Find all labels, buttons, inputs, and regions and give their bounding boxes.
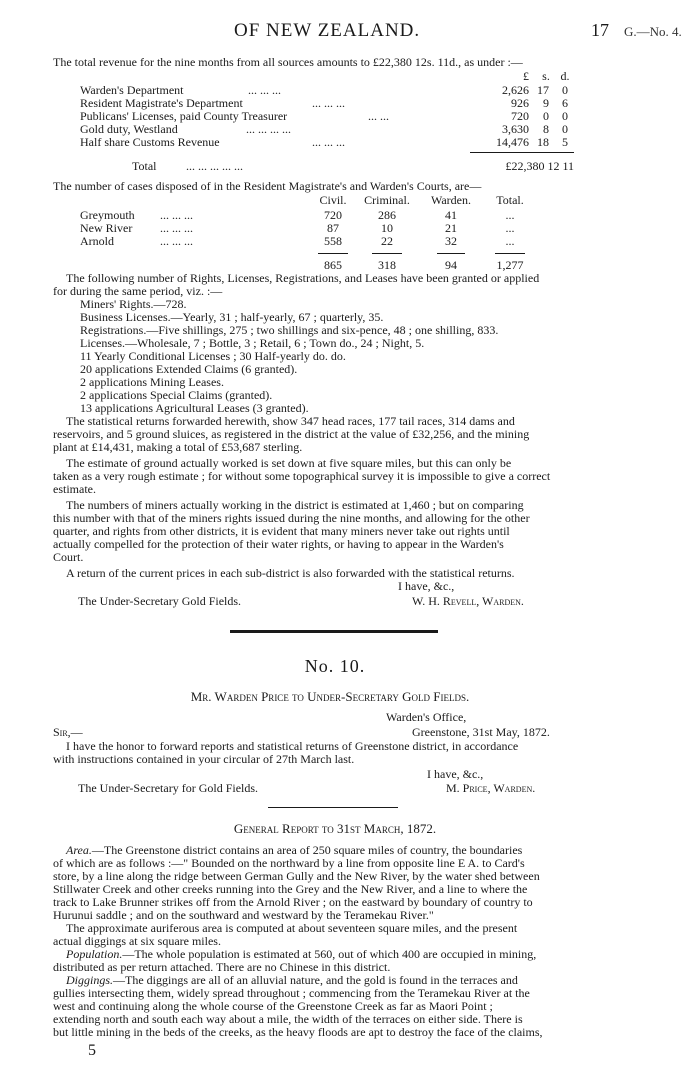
list-item: Miners' Rights.—728. bbox=[80, 297, 187, 311]
leader-dots: ... ... ... bbox=[248, 83, 281, 97]
leader-dots: ... ... ... bbox=[312, 96, 345, 110]
grand-total: 1,277 bbox=[496, 258, 524, 272]
civil-count: 558 bbox=[324, 234, 342, 248]
revenue-label: Half share Customs Revenue bbox=[80, 135, 220, 149]
salutation: Sir,— bbox=[53, 725, 83, 739]
sum-rule bbox=[470, 152, 574, 153]
revenue-label: Resident Magistrate's Department bbox=[80, 96, 243, 110]
paragraph-line: Stillwater Creek and other creeks running into the Grey and the New River, and a line to where the bbox=[53, 882, 528, 896]
page-number: 17 bbox=[591, 20, 609, 40]
paragraph-line: actual diggings at six square miles. bbox=[53, 934, 221, 948]
area-heading: Area. bbox=[66, 843, 92, 857]
paragraph-line: distributed as per return attached. There are no Chinese in this district. bbox=[53, 960, 391, 974]
population-heading: Population. bbox=[66, 947, 123, 961]
total-count: ... bbox=[505, 234, 515, 248]
diggings-text: —The diggings are all of an alluvial nature, and the gold is found in the terraces and bbox=[113, 973, 518, 987]
sum-rule bbox=[495, 253, 525, 254]
paragraph-line: taken as a very rough estimate ; for without some topographical survey it is impossible to give a correct bbox=[53, 469, 551, 483]
revenue-pounds: 3,630 bbox=[502, 122, 529, 136]
criminal-total: 318 bbox=[378, 258, 396, 272]
paragraph-line: actually compelled for the protection of their water rights, or having to appear in the Warden's bbox=[53, 537, 504, 551]
letter-title: Mr. Warden Price to Under-Secretary Gold Fields. bbox=[190, 689, 470, 704]
revenue-pence: 0 bbox=[562, 83, 568, 97]
revenue-pence: 5 bbox=[562, 135, 568, 149]
cases-header-total: Total. bbox=[496, 193, 524, 207]
court-place: New River bbox=[80, 221, 133, 235]
revenue-label: Publicans' Licenses, paid County Treasurer bbox=[80, 109, 288, 123]
paragraph-line: west and continuing along the whole course of the Greenstone Creek as far as Maori Point ; bbox=[53, 999, 493, 1013]
revenue-pounds: 2,626 bbox=[502, 83, 529, 97]
criminal-count: 22 bbox=[381, 234, 393, 248]
warden-count: 21 bbox=[445, 221, 457, 235]
leader-dots: ... ... ... bbox=[160, 208, 193, 222]
paragraph-line: gullies intersecting them, widely spread throughout ; commencing from the Teramekau River at the bbox=[53, 986, 530, 1000]
revenue-label: Warden's Department bbox=[80, 83, 184, 97]
paragraph-line: but little mining in the beds of the creeks, as the heavy floods are apt to destroy the face of the claims, bbox=[53, 1025, 543, 1039]
revenue-pence: 6 bbox=[562, 96, 568, 110]
running-title: OF NEW ZEALAND. bbox=[234, 20, 421, 41]
total-count: ... bbox=[505, 221, 515, 235]
leader-dots: ... ... ... bbox=[160, 221, 193, 235]
warden-total: 94 bbox=[445, 258, 457, 272]
cases-header-civil: Civil. bbox=[319, 193, 347, 207]
section-divider bbox=[230, 630, 438, 633]
criminal-count: 10 bbox=[381, 221, 393, 235]
paragraph-line: store, by a line along the ridge between German Gully and the New River, by the water shed between bbox=[53, 869, 540, 883]
col-header-shillings: s. bbox=[542, 69, 550, 83]
cases-header-warden: Warden. bbox=[430, 193, 471, 207]
total-count: ... bbox=[505, 208, 515, 222]
leader-dots: ... ... bbox=[368, 109, 389, 123]
paragraph-line: reservoirs, and 5 ground sluices, as registered in the district at the value of £32,256, and the mining bbox=[53, 427, 530, 441]
court-place: Arnold bbox=[80, 234, 114, 248]
paragraph-line: The statistical returns forwarded herewith, show 347 head races, 177 tail races, 314 dams and bbox=[66, 414, 515, 428]
paragraph-line: Court. bbox=[53, 550, 84, 564]
revenue-shillings: 17 bbox=[537, 83, 549, 97]
paragraph-line: A return of the current prices in each sub-district is also forwarded with the statistical returns. bbox=[66, 566, 515, 580]
list-item: 2 applications Mining Leases. bbox=[80, 375, 224, 389]
paragraph-line: this number with that of the miners rights issued during the nine months, and allowing for the other bbox=[53, 511, 530, 525]
list-item: Licenses.—Wholesale, 7 ; Bottle, 3 ; Retail, 6 ; Town do., 24 ; Night, 5. bbox=[80, 336, 425, 350]
closing: I have, &c., bbox=[398, 579, 455, 593]
revenue-shillings: 0 bbox=[543, 109, 549, 123]
section-divider bbox=[268, 807, 398, 808]
addressee: The Under-Secretary Gold Fields. bbox=[78, 594, 242, 608]
warden-count: 41 bbox=[445, 208, 457, 222]
diggings-heading: Diggings. bbox=[66, 973, 114, 987]
civil-count: 87 bbox=[327, 221, 339, 235]
revenue-shillings: 8 bbox=[543, 122, 549, 136]
revenue-shillings: 9 bbox=[543, 96, 549, 110]
paragraph-line: plant at £14,431, making a total of £53,687 sterling. bbox=[53, 440, 303, 454]
total-label: Total bbox=[132, 159, 157, 173]
col-header-pence: d. bbox=[560, 69, 570, 83]
letter-body: with instructions contained in your circular of 27th March last. bbox=[53, 752, 355, 766]
revenue-pounds: 14,476 bbox=[496, 135, 529, 149]
revenue-intro: The total revenue for the nine months from all sources amounts to £22,380 12s. 11d., as under :— bbox=[53, 55, 523, 69]
revenue-pence: 0 bbox=[562, 122, 568, 136]
paragraph-line: estimate. bbox=[53, 482, 96, 496]
revenue-shillings: 18 bbox=[537, 135, 549, 149]
paragraph-line: extending north and south each way about a mile, the width of the terraces on either side. There is bbox=[53, 1012, 523, 1026]
signature: W. H. Revell, Warden. bbox=[412, 594, 524, 608]
total-value: £22,380 12 11 bbox=[505, 159, 574, 173]
warden-count: 32 bbox=[445, 234, 457, 248]
revenue-pence: 0 bbox=[562, 109, 568, 123]
list-item: 11 Yearly Conditional Licenses ; 30 Half-yearly do. do. bbox=[80, 349, 346, 363]
signature: M. Price, Warden. bbox=[446, 781, 536, 795]
letter-body: I have the honor to forward reports and statistical returns of Greenstone district, in accordance bbox=[66, 739, 519, 753]
leader-dots: ... ... ... bbox=[160, 234, 193, 248]
addressee: The Under-Secretary for Gold Fields. bbox=[78, 781, 259, 795]
revenue-label: Gold duty, Westland bbox=[80, 122, 178, 136]
leader-dots: ... ... ... bbox=[312, 135, 345, 149]
list-item: Registrations.—Five shillings, 275 ; two shillings and six-pence, 48 ; one shilling, 833. bbox=[80, 323, 499, 337]
paragraph-line: of which are as follows :—" Bounded on the northward by a line from opposite line E A. to Card's bbox=[53, 856, 525, 870]
list-item: 20 applications Extended Claims (6 granted). bbox=[80, 362, 298, 376]
paragraph-line: The numbers of miners actually working in the district is estimated at 1,460 ; but on comparing bbox=[66, 498, 524, 512]
court-place: Greymouth bbox=[80, 208, 135, 222]
letter-number: No. 10. bbox=[304, 656, 366, 676]
sum-rule bbox=[372, 253, 402, 254]
rights-intro-cont: for during the same period, viz. :— bbox=[53, 284, 223, 298]
paragraph-line: Hurunui saddle ; and on the southward and westward by the Teramekau River." bbox=[53, 908, 434, 922]
place-date: Greenstone, 31st May, 1872. bbox=[412, 725, 550, 739]
leader-dots: ... ... ... ... ... bbox=[186, 159, 243, 173]
closing: I have, &c., bbox=[427, 767, 484, 781]
list-item: Business Licenses.—Yearly, 31 ; half-yearly, 67 ; quarterly, 35. bbox=[80, 310, 384, 324]
sum-rule bbox=[437, 253, 465, 254]
office: Warden's Office, bbox=[386, 710, 467, 724]
area-text: —The Greenstone district contains an area of 250 square miles of country, the boundaries bbox=[91, 843, 523, 857]
report-title: General Report to 31st March, 1872. bbox=[233, 821, 437, 836]
signature-mark: 5 bbox=[88, 1042, 96, 1059]
criminal-count: 286 bbox=[378, 208, 396, 222]
sum-rule bbox=[318, 253, 348, 254]
leader-dots: ... ... ... ... bbox=[246, 122, 291, 136]
col-header-pounds: £ bbox=[523, 69, 529, 83]
civil-total: 865 bbox=[324, 258, 342, 272]
paragraph-line: quarter, and rights from other districts, it is evident that many miners never take out rights until bbox=[53, 524, 510, 538]
list-item: 2 applications Special Claims (granted). bbox=[80, 388, 273, 402]
cases-intro: The number of cases disposed of in the Resident Magistrate's and Warden's Courts, are— bbox=[53, 179, 482, 193]
paragraph-line: track to Lake Brunner strikes off from the Arnold River ; on the eastward by boundary of country to bbox=[53, 895, 533, 909]
civil-count: 720 bbox=[324, 208, 342, 222]
population-text: —The whole population is estimated at 560, out of which 400 are occupied in mining, bbox=[122, 947, 537, 961]
paragraph-line: The approximate auriferous area is computed at about seventeen square miles, and the present bbox=[66, 921, 518, 935]
list-item: 13 applications Agricultural Leases (3 granted). bbox=[80, 401, 309, 415]
revenue-pounds: 926 bbox=[511, 96, 529, 110]
revenue-pounds: 720 bbox=[511, 109, 529, 123]
document-reference: G.—No. 4. bbox=[624, 24, 682, 39]
paragraph-line: The estimate of ground actually worked is set down at five square miles, but this can only be bbox=[66, 456, 512, 470]
cases-header-criminal: Criminal. bbox=[364, 193, 410, 207]
rights-intro: The following number of Rights, Licenses, Registrations, and Leases have been granted or applied bbox=[66, 271, 540, 285]
